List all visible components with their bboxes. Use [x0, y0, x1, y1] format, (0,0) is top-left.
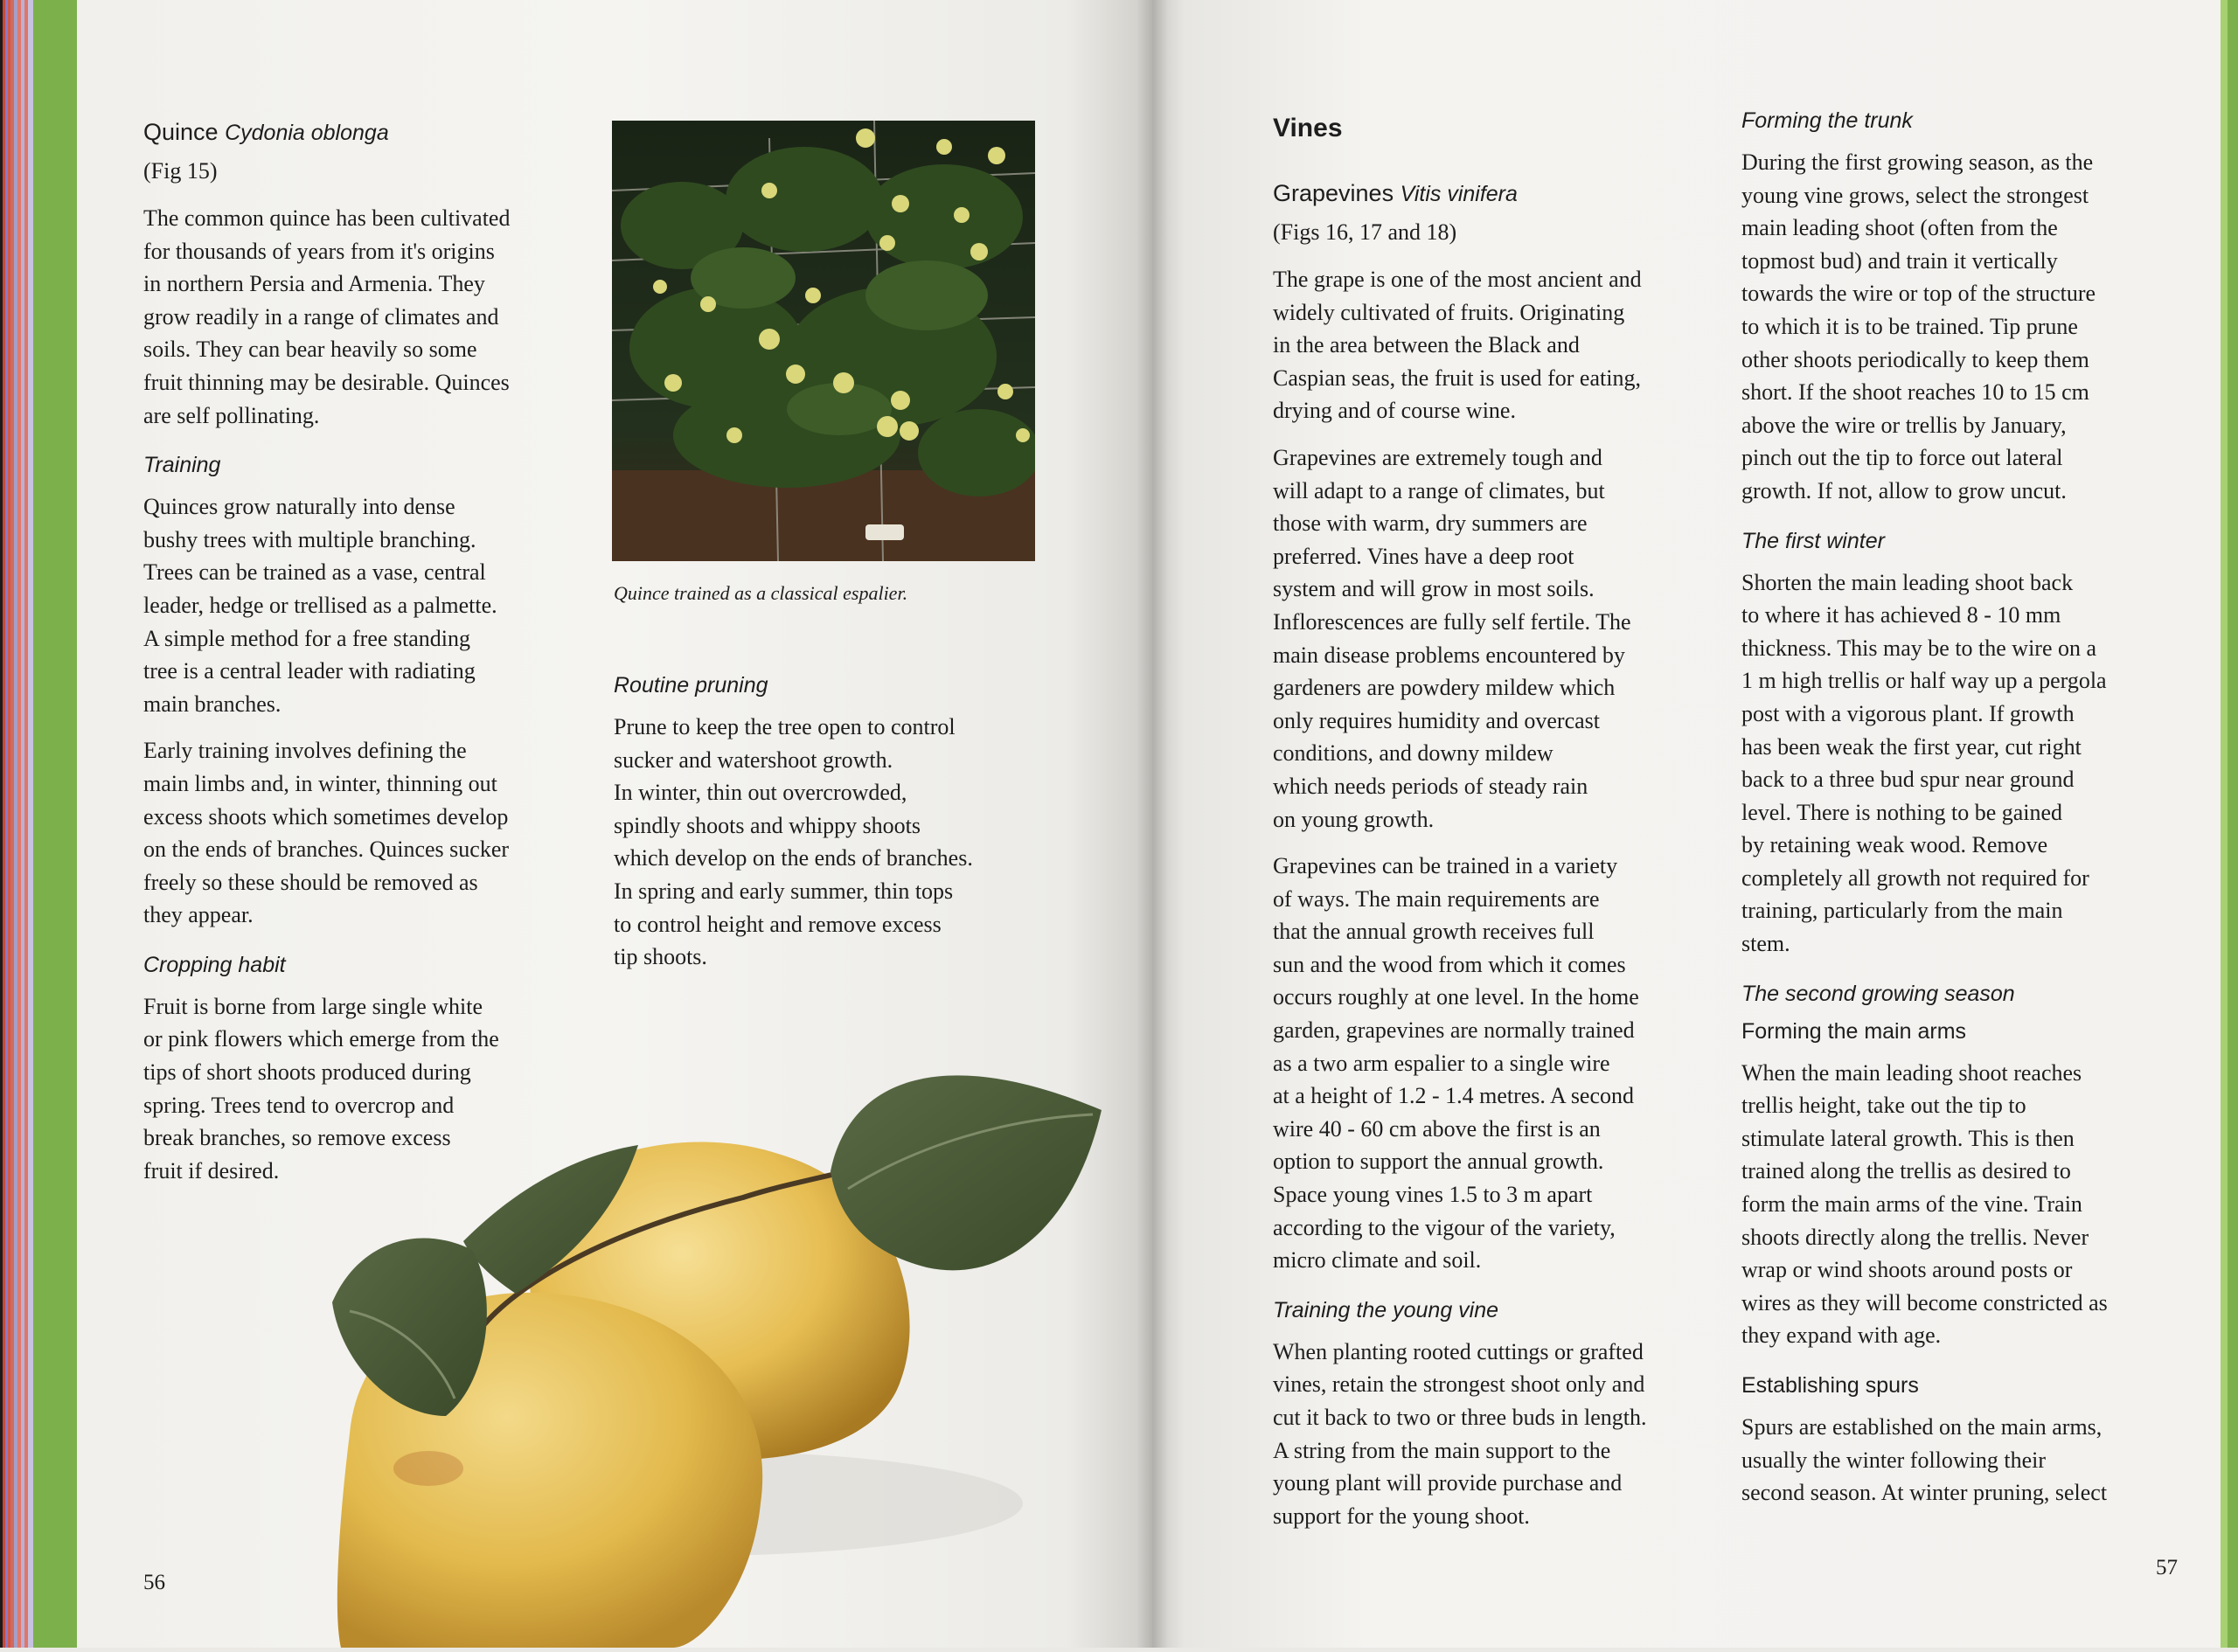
training-paragraph-1: Quinces grow naturally into dense bushy trees with multiple branching. Trees can be trained as a vase, central leader, hedge or trellised as a palmette. A simple method for a free standing tree is a central leader with radiating main branches.	[143, 494, 497, 717]
cropping-paragraph: Fruit is borne from large single white or pink flowers which emerge from the tips of short shoots produced during spring. Trees tend to overcrop and break branches, so remove excess fruit if desired.	[143, 993, 499, 1183]
routine-pruning-paragraph: Prune to keep the tree open to control sucker and watershoot growth. In winter, thin out overcrowded, spindly shoots and whippy shoots which develop on the ends of branches. In spring and early summer, thin tops to control height and remove excess tip shoots.	[614, 714, 973, 970]
page-number-left: 56	[143, 1571, 165, 1594]
right-column-2	[1741, 108, 2203, 1524]
title-latin: Vitis vinifera	[1400, 182, 1518, 206]
right-green-edge	[2221, 0, 2238, 1648]
right-column-1	[1273, 114, 1727, 1546]
title-latin: Cydonia oblonga	[225, 121, 389, 145]
heading-main-arms: Forming the main arms	[1741, 1018, 1967, 1044]
heading-establishing-spurs: Establishing spurs	[1741, 1373, 1919, 1398]
book-gutter	[1136, 0, 1168, 1648]
page-number-right: 57	[2156, 1556, 2178, 1579]
grapevines-title	[1273, 180, 1727, 207]
spurs-paragraph: Spurs are established on the main arms, usually the winter following their second season. At winter pruning, select	[1741, 1414, 2108, 1506]
grape-training-ways: Grapevines can be trained in a variety of ways. The main requirements are that the annual growth receives full sun and the wood from which it comes occurs roughly at one level. In the home garden, grapevines are normally trained as a two arm espalier to a single wire at a height of 1.2 - 1.4 metres. A second wire 40 - 60 cm above the first is an option to support the annual growth. Space young vines 1.5 to 3 m apart according to the vigour of the variety, micro climate and soil.	[1273, 853, 1639, 1274]
figure-ref: (Fig 15)	[143, 158, 218, 184]
left-column-1	[143, 119, 598, 1201]
left-column-2	[614, 673, 1068, 988]
young-vine-paragraph: When planting rooted cuttings or grafted vines, retain the strongest shoot only and cut it back to two or three buds in length. A string from the main support to the young plant will provide purchase and support for the young shoot.	[1273, 1338, 1647, 1529]
heading-routine-pruning: Routine pruning	[614, 673, 768, 698]
heading-first-winter: The first winter	[1741, 528, 1885, 553]
quince-intro: The common quince has been cultivated for thousands of years from it's origins in northern Persia and Armenia. They grow readily in a range of climates and soils. They can bear heavily so some fruit thinning may be desirable. Quinces are self pollinating.	[143, 205, 511, 428]
figure-ref: (Figs 16, 17 and 18)	[1273, 219, 1457, 245]
first-winter-paragraph: Shorten the main leading shoot back to where it has achieved 8 - 10 mm thickness. This may be to the wire on a 1 m high trellis or half way up a pergola post with a vigorous plant. If growth has been weak the first year, cut right back to a three bud spur near ground level. There is nothing to be gained by retaining weak wood. Remove completely all growth not required for training, particularly from the main stem.	[1741, 569, 2107, 957]
heading-training-young-vine: Training the young vine	[1273, 1297, 1499, 1322]
grape-climate: Grapevines are extremely tough and will adapt to a range of climates, but those with warm, dry summers are preferred. Vines have a deep root system and will grow in most soils. Inflorescences are fully self fertile. The main disease problems encountered by gardeners are powdery mildew which only requires humidity and overcast conditions, and downy mildew which needs periods of steady rain on young growth.	[1273, 444, 1631, 832]
quince-title	[143, 119, 598, 146]
photo-caption: Quince trained as a classical espalier.	[614, 582, 908, 604]
espalier-photo	[612, 121, 1035, 561]
main-arms-paragraph: When the main leading shoot reaches trellis height, take out the tip to stimulate lateral growth. This is then trained along the trellis as desired to form the main arms of the vine. Train shoots directly along the trellis. Never wrap or wind shoots around posts or wires as they will become constricted as they expand with age.	[1741, 1059, 2108, 1349]
page-edge-colors	[10, 0, 33, 1648]
title-common: Quince	[143, 119, 219, 145]
heading-forming-trunk: Forming the trunk	[1741, 108, 1913, 133]
training-paragraph-2: Early training involves defining the main limbs and, in winter, thinning out excess shoots which sometimes develop on the ends of branches. Quinces sucker freely so these should be removed as they appear.	[143, 738, 510, 928]
heading-cropping: Cropping habit	[143, 952, 286, 977]
forming-trunk-paragraph: During the first growing season, as the young vine grows, select the strongest main leading shoot (often from the topmost bud) and train it vertically towards the wire or top of the structure to which it is to be trained. Tip prune other shoots periodically to keep them short. If the shoot reaches 10 to 15 cm above the wire or trellis by January, pinch out the tip to force out lateral growth. If not, allow to grow uncut.	[1741, 149, 2096, 503]
title-common: Grapevines	[1273, 180, 1394, 206]
grape-intro: The grape is one of the most ancient and widely cultivated of fruits. Originating in the area between the Black and Caspian seas, the fruit is used for eating, drying and of course wine.	[1273, 267, 1642, 424]
green-border	[33, 0, 77, 1648]
page-edge-stripes	[0, 0, 10, 1648]
heading-second-season: The second growing season	[1741, 981, 2015, 1006]
heading-training: Training	[143, 453, 221, 478]
vines-heading: Vines	[1273, 114, 1343, 142]
quince-fruit-illustration	[323, 1049, 1110, 1648]
